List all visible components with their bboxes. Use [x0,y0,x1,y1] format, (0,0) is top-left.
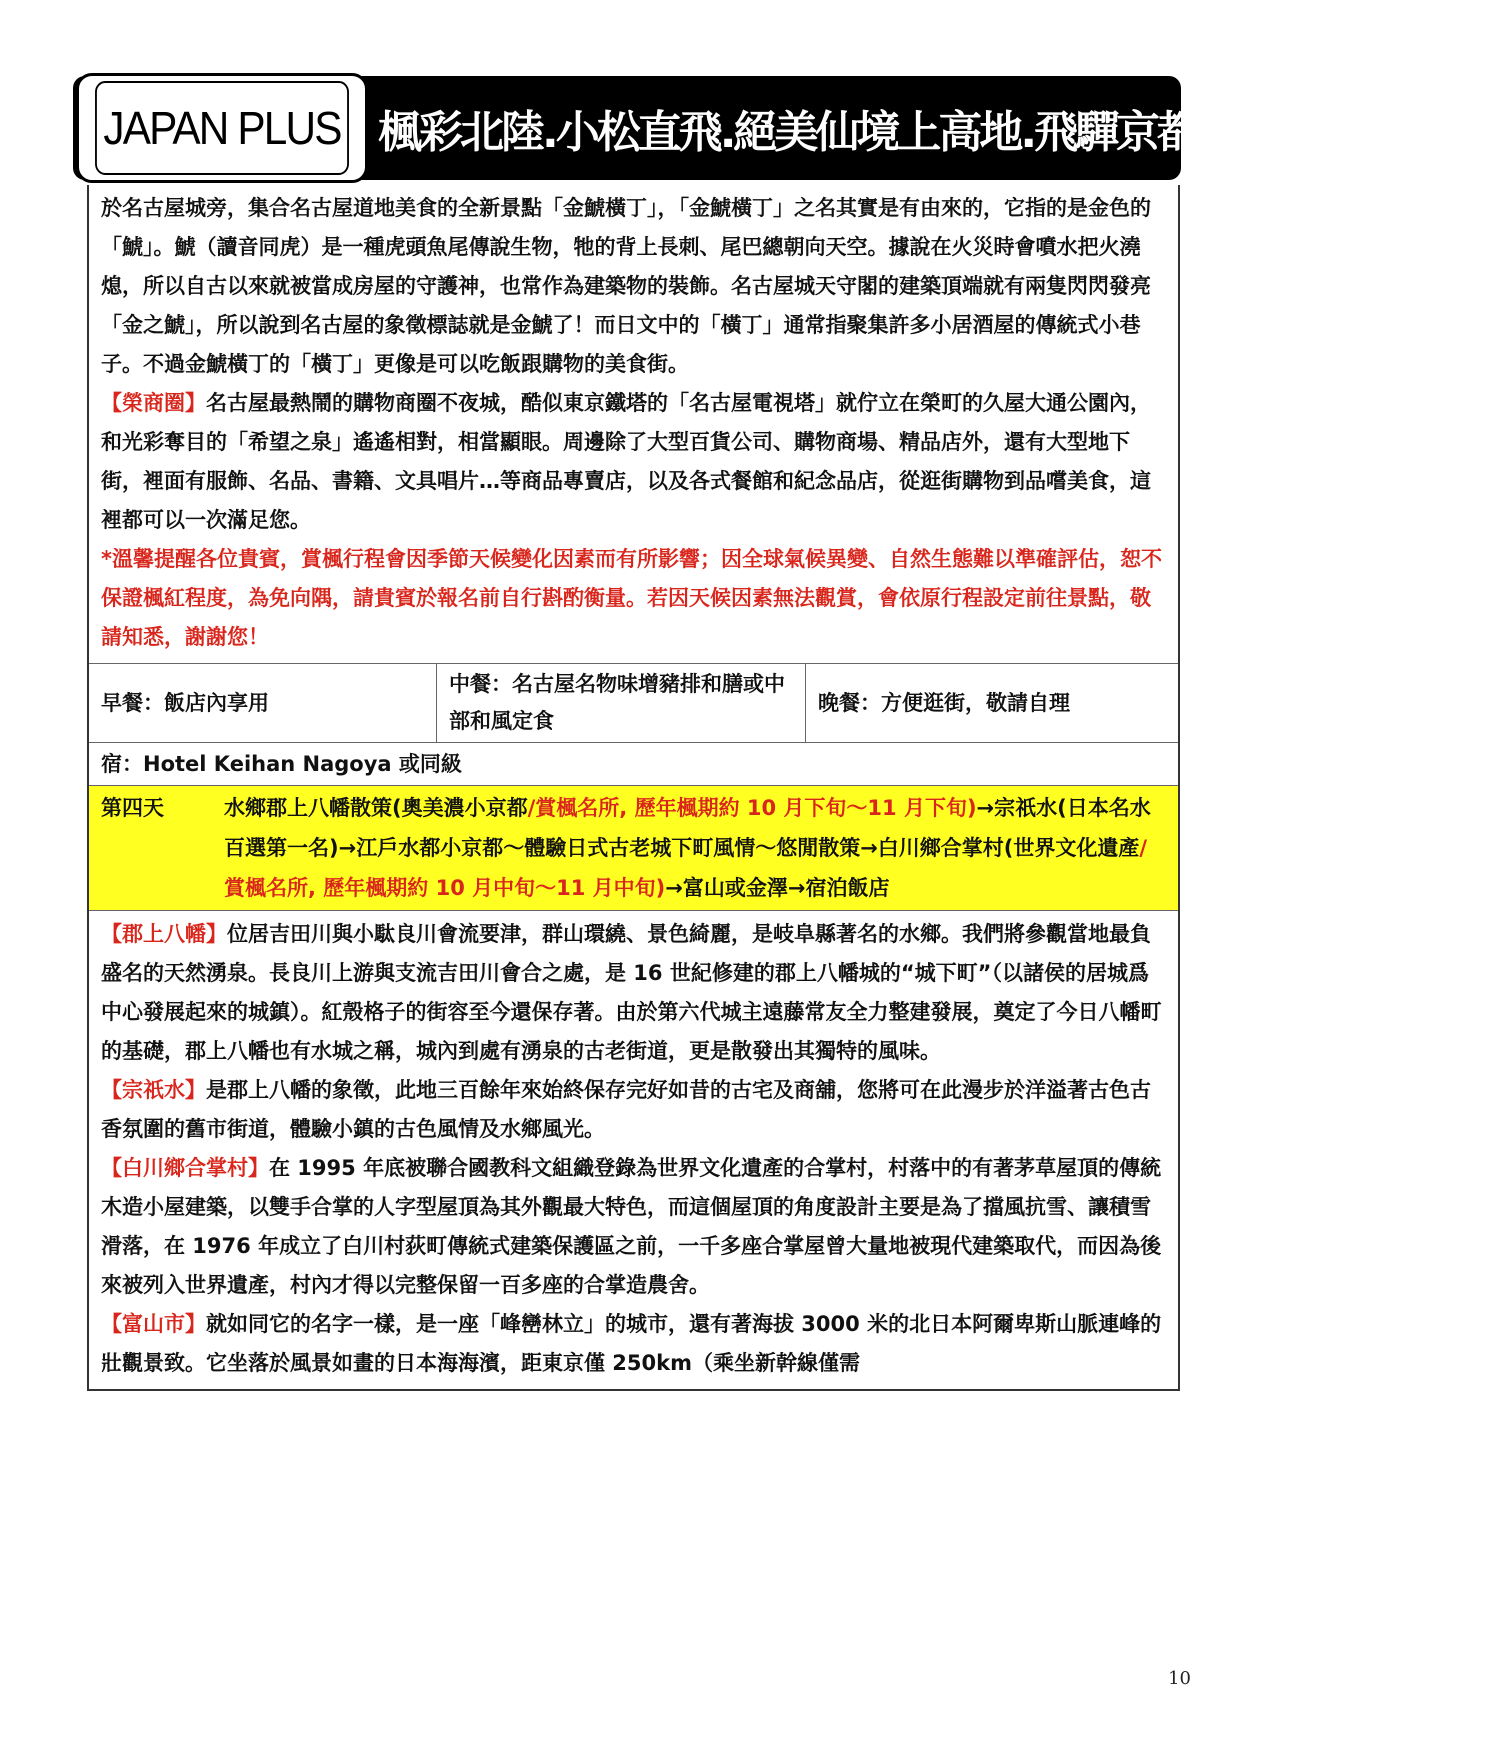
route-part-1: 水鄉郡上八幡散策(奧美濃小京都 [224,796,528,820]
route-part-2: →宗祇水(日本名水百選第一名)→江戶水都小京都～體驗日式古老城下町風情～悠閒散策→白川鄉合掌村(世界文化遺產 [224,796,1151,860]
page-number: 10 [1168,1668,1191,1689]
day-four-header [89,785,1178,910]
toyama-paragraph [101,1305,1166,1383]
gujo-tag: 【郡上八幡】 [101,922,227,946]
sogi-text: 是郡上八幡的象徵，此地三百餘年來始終保存完好如昔的古宅及商舖，您將可在此漫步於洋溢著古色古香氛圍的舊市街道，體驗小鎮的古色風情及水鄉風光。 [101,1078,1151,1141]
route-maple-note-1: /賞楓名所, 歷年楓期約 10 月下旬～11 月下旬) [527,796,977,820]
route-part-3: →富山或金澤→宿泊飯店 [665,876,890,900]
brand-logo-text: JAPAN PLUS [95,81,349,175]
dinner-cell: 晚餐：方便逛街，敬請自理 [818,690,1070,715]
sakae-tag: 【榮商圈】 [101,391,206,415]
itinerary-table [87,185,1180,1391]
gujo-paragraph [101,915,1166,1071]
sakae-text: 名古屋最熱鬧的購物商圈不夜城，酷似東京鐵塔的「名古屋電視塔」就佇立在榮町的久屋大通公園內，和光彩奪目的「希望之泉」遙遙相對，相當顯眼。周邊除了大型百貨公司、購物商場、精品店外，還有大型地下街，裡面有服飾、名品、書籍、文具唱片…等商品專賣店，以及各式餐館和紀念品店，從逛街購物到品嚐美食，這裡都可以一次滿足您。 [101,391,1151,532]
sogi-tag: 【宗祇水】 [101,1078,206,1102]
day-four-spots [89,910,1178,1389]
nagoya-intro-section [89,185,1178,663]
shirakawa-text: 在 1995 年底被聯合國教科文組織登錄為世界文化遺產的合掌村，村落中的有著茅草屋頂的傳統木造小屋建築，以雙手合掌的人字型屋頂為其外觀最大特色，而這個屋頂的角度設計主要是為了擋風抗雪、讓積雪滑落，在 1976 年成立了白川村荻町傳統式建築保護區之前，一千多座合掌屋曾大量地被現代建築取代，而因為後來被列入世界遺產，村內才得以完整保留一百多座的合掌造農舍。 [101,1156,1162,1297]
lunch-cell: 中餐：名古屋名物味增豬排和膳或中部和風定食 [437,664,806,742]
brand-logo [76,73,368,183]
toyama-tag: 【富山市】 [101,1312,206,1336]
day-label: 第四天 [101,796,164,820]
kinshachi-yokocho-text: 於名古屋城旁，集合名古屋道地美食的全新景點「金鯱橫丁」，「金鯱橫丁」之名其實是有由來的，它指的是金色的「鯱」。鯱（讀音同虎）是一種虎頭魚尾傳說生物，牠的背上長刺、尾巴總朝向天空。據說在火災時會噴水把火澆熄，所以自古以來就被當成房屋的守護神，也常作為建築物的裝飾。名古屋城天守閣的建築頂端就有兩隻閃閃發亮「金之鯱」，所以說到名古屋的象徵標誌就是金鯱了！而日文中的「橫丁」通常指聚集許多小居酒屋的傳統式小巷子。不過金鯱橫丁的「橫丁」更像是可以吃飯跟購物的美食街。 [101,196,1151,376]
sakae-paragraph [101,384,1166,540]
day-route [224,788,1178,908]
breakfast-cell: 早餐：飯店內享用 [89,664,437,742]
header-banner [73,73,1499,185]
gujo-text: 位居吉田川與小駄良川會流要津，群山環繞、景色綺麗，是岐阜縣著名的水鄉。我們將參觀當地最負盛名的天然湧泉。長良川上游與支流吉田川會合之處，是 16 世紀修建的郡上八幡城的“城下町”（以諸侯的居城爲中心發展起來的城鎮）。紅殼格子的街容至今還保存著。由於第六代城主遠藤常友全力整建發展，奠定了今日八幡町的基礎，郡上八幡也有水城之稱，城內到處有湧泉的古老街道，更是散發出其獨特的風味。 [101,922,1162,1063]
lodging-row: 宿：Hotel Keihan Nagoya 或同級 [89,742,1178,785]
maple-notice: *溫馨提醒各位貴賓，賞楓行程會因季節天候變化因素而有所影響；因全球氣候異變、自然生態難以準確評估，恕不保證楓紅程度，為免向隅，請貴賓於報名前自行斟酌衡量。若因天候因素無法觀賞，會依原行程設定前往景點，敬請知悉，謝謝您！ [101,547,1162,649]
shirakawa-tag: 【白川鄉合掌村】 [101,1156,269,1180]
sogi-paragraph [101,1071,1166,1149]
shirakawa-paragraph [101,1149,1166,1305]
tour-title: 楓彩北陸.小松直飛.絕美仙境上高地.飛驒京都.昇龍道溫泉五日 [378,107,1499,158]
meals-row [89,663,1178,742]
route-maple-note-2: /賞楓名所, 歷年楓期約 10 月中旬～11 月中旬) [224,836,1148,900]
toyama-text: 就如同它的名字一樣，是一座「峰巒林立」的城市，還有著海拔 3000 米的北日本阿爾卑斯山脈連峰的壯觀景致。它坐落於風景如畫的日本海海濱，距東京僅 250km（乘坐新幹線僅需 [101,1312,1162,1375]
